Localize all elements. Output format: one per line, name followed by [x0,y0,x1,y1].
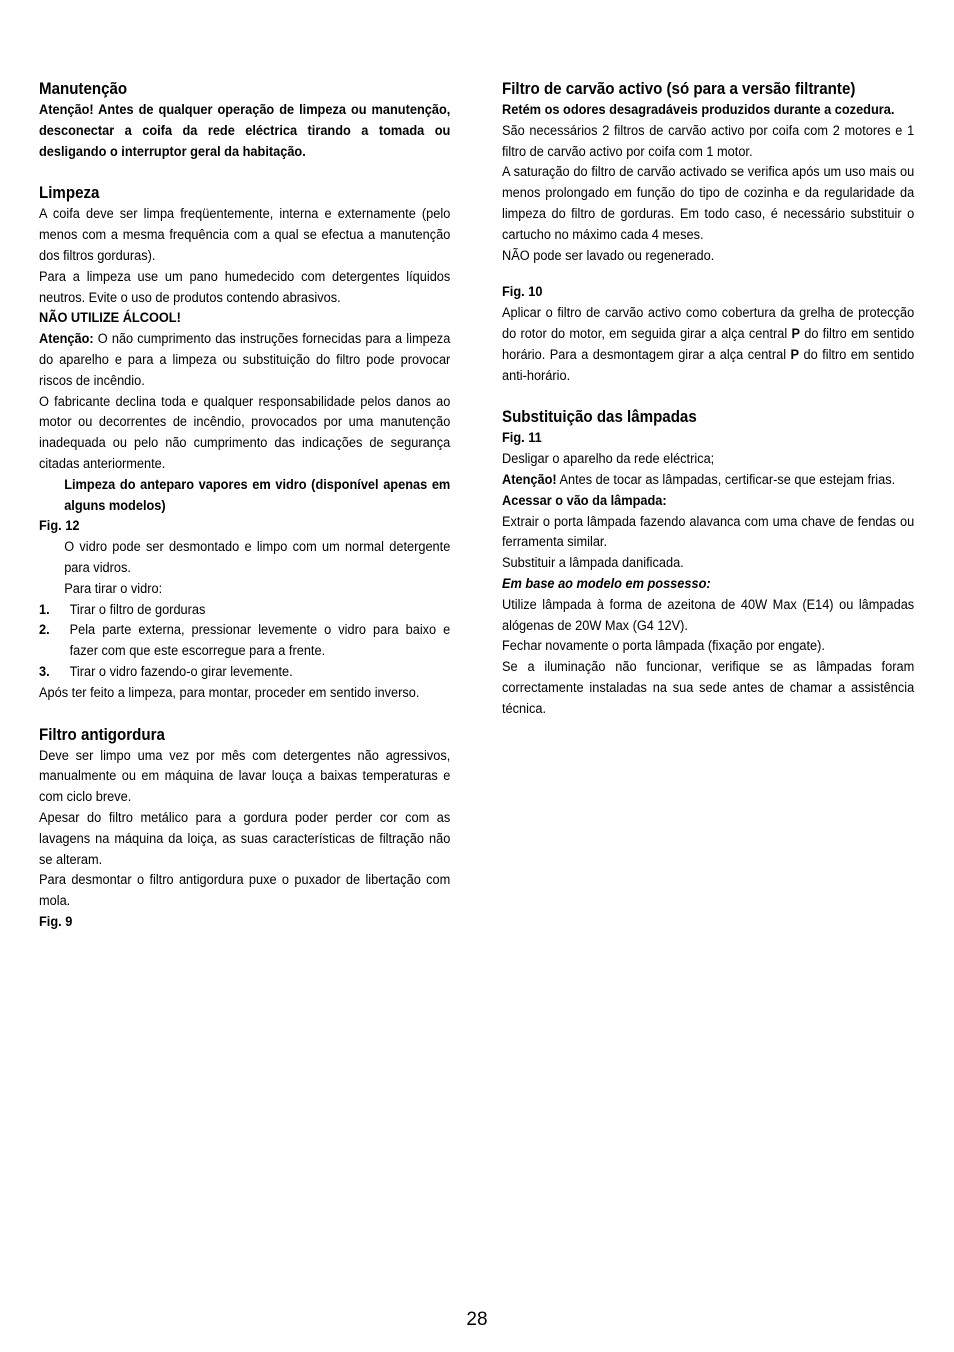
atencao-label: Atenção: [39,331,94,348]
carvao-paragraph-3: NÃO pode ser lavado ou regenerado. [502,247,715,264]
list-item [39,600,450,621]
limpeza-paragraph-1: A coifa deve ser limpa freqüentemente, interna e externamente (pelo menos com a mesma frequência com a qual se efectua a manutenção dos filtros gorduras). [39,206,451,264]
manutencao-heading: Manutenção [39,79,128,98]
manutencao-warning: Atenção! Antes de qualquer operação de limpeza ou manutenção, desconectar a coifa da rede eléctrica tirando a tomada ou desligando o interruptor geral da habitação. [39,102,451,160]
fabricante-paragraph: O fabricante declina toda e qualquer responsabilidade pelos danos ao motor ou decorrentes de incêndio, provocados por uma manutenção inadequada ou pelo não cumprimento das indicações de segurança citadas anteriormente. [39,393,451,472]
atencao2-text: Antes de tocar as lâmpadas, certificar-se que estejam frias. [556,471,896,488]
vidro-paragraph-1: O vidro pode ser desmontado e limpo com um normal detergente para vidros. [64,539,451,576]
filtro-paragraph-1: Deve ser limpo uma vez por mês com detergentes não agressivos, manualmente ou em máquina de lavar louça a baixas temperaturas e com ciclo breve. [39,747,451,806]
carvao-heading: Filtro de carvão activo (só para a versão filtrante) [502,79,856,98]
filtro-heading: Filtro antigordura [39,724,165,744]
vidro-paragraph-2: Para tirar o vidro: [64,580,163,597]
fig10-handle-p: P [791,325,800,342]
right-column [502,78,914,720]
step-number: 2. [39,622,50,639]
atencao-paragraph [39,329,450,391]
steps-list [39,600,450,683]
carvao-bold-paragraph: Retém os odores desagradáveis produzidos durante a cozedura. [502,102,895,118]
carvao-paragraph-2: A saturação do filtro de carvão activado se verifica após um uso mais ou menos prolongado em função do tipo de cozinha e da regularidade da limpeza do filtro de gorduras. Em todo caso, é necessário substituir o cartucho no máximo cada 4 meses. [502,164,915,243]
step-text: Pela parte externa, pressionar levemente o vidro para baixo e fazer com que este escorregue para a frente. [69,622,451,660]
fig10-text-c: do filtro em sentido anti-horário. [502,346,915,384]
fig11-label: Fig. 11 [502,430,542,447]
iluminacao-paragraph: Se a iluminação não funcionar, verifique se as lâmpadas foram correctamente instaladas na sua sede antes de chamar a assistência técnica. [502,659,915,717]
fig12-label: Fig. 12 [39,518,80,535]
atencao2-label: Atenção! [502,471,557,488]
fig10-paragraph [502,303,914,386]
substituir-paragraph: Substituir a lâmpada danificada. [502,555,684,572]
desligar-paragraph: Desligar o aparelho da rede eléctrica; [502,451,715,468]
step-number: 3. [39,663,50,680]
list-item [39,620,450,662]
step-number: 1. [39,601,50,618]
left-column [39,78,450,933]
list-item [39,662,450,683]
filtro-paragraph-3: Para desmontar o filtro antigordura puxe o puxador de libertação com mola. [39,872,451,910]
lampadas-heading: Substituição das lâmpadas [502,407,697,427]
fig10-text-a: Aplicar o filtro de carvão activo como cobertura da grelha de protecção do rotor do motor, em seguida girar a alça central [502,305,915,342]
fig10-label: Fig. 10 [502,284,543,301]
utilize-paragraph: Utilize lâmpada à forma de azeitona de 40W Max (E14) ou lâmpadas alógenas de 20W Max (G4 12V). [502,596,915,634]
em-base-label: Em base ao modelo em possesso: [502,575,711,592]
limpeza-heading: Limpeza [39,183,100,203]
apos-paragraph: Após ter feito a limpeza, para montar, proceder em sentido inverso. [39,684,420,701]
fig10-text-b: do filtro em sentido horário. Para a desmontagem girar a alça central [502,325,915,363]
filtro-paragraph-2: Apesar do filtro metálico para a gordura poder perder cor com as lavagens na máquina da loiça, as suas características de filtração não se alteram. [39,809,451,868]
fechar-paragraph: Fechar novamente o porta lâmpada (fixação por engate). [502,638,825,655]
atencao-text: O não cumprimento das instruções fornecidas para a limpeza do aparelho e para a limpeza ou substituição do filtro pode provocar riscos de incêndio. [39,331,451,389]
step-text: Tirar o vidro fazendo-o girar levemente. [69,663,293,680]
step-text: Tirar o filtro de gorduras [69,601,206,618]
extrair-paragraph: Extrair o porta lâmpada fazendo alavanca com uma chave de fendas ou ferramenta similar. [502,513,915,551]
acessar-label: Acessar o vão da lâmpada: [502,492,667,509]
atencao2-paragraph [502,470,914,491]
limpeza-paragraph-2: Para a limpeza use um pano humedecido com detergentes líquidos neutros. Evite o uso de produtos contendo abrasivos. [39,268,451,306]
fig9-label: Fig. 9 [39,913,73,930]
vidro-heading: Limpeza do anteparo vapores em vidro (disponível apenas em alguns modelos) [64,476,451,514]
carvao-paragraph-1: São necessários 2 filtros de carvão activo por coifa com 2 motores e 1 filtro de carvão activo por coifa com 1 motor. [502,122,915,160]
page-number: 28 [466,1309,488,1330]
fig10-handle-p: P [790,346,800,363]
no-alcohol-warning: NÃO UTILIZE ÁLCOOL! [39,310,181,327]
